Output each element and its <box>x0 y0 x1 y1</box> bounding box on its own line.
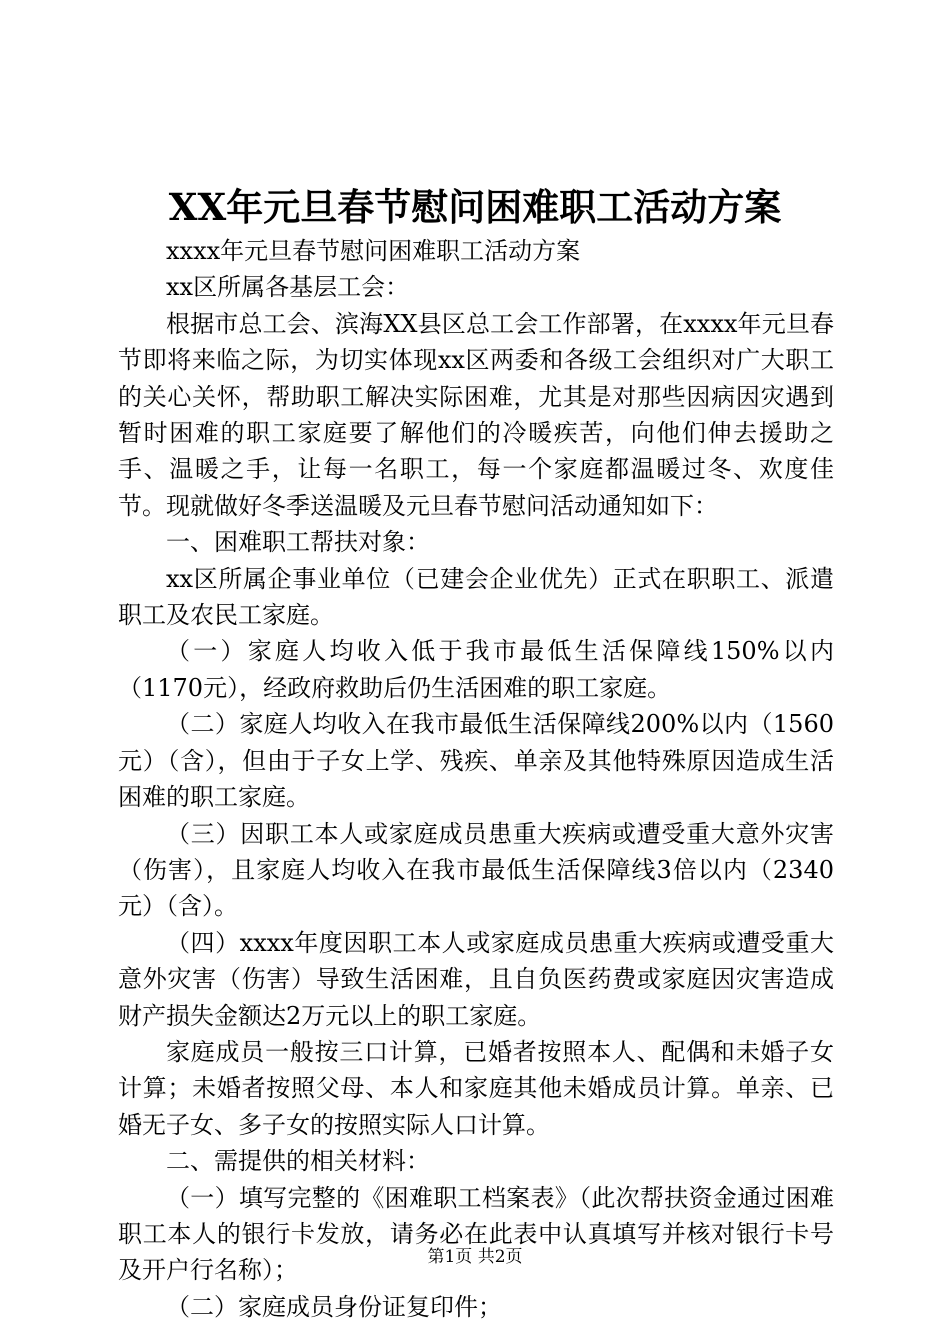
paragraph-material-2: （二）家庭成员身份证复印件； <box>166 1292 502 1321</box>
paragraph-item-2: （二）家庭人均收入在我市最低生活保障线200%以内（1560元）（含），但由于子女上学、残疾、单亲及其他特殊原因造成生活困难的职工家庭。 <box>118 710 834 812</box>
paragraph-material-1: （一）填写完整的《困难职工档案表》（此次帮扶资金通过困难职工本人的银行卡发放，请务必在此表中认真填写并核对银行卡号及开户行名称）； <box>118 1183 834 1285</box>
paragraph-intro: 根据市总工会、滨海XX县区总工会工作部署，在xxxx年元旦春节即将来临之际，为切实体现xx区两委和各级工会组织对广大职工的关心关怀，帮助职工解决实际困难，尤其是对那些因病因灾遇到暂时困难的职工家庭要了解他们的冷暖疾苦，向他们伸去援助之手、温暖之手，让每一名职工，每一个家庭都温暖过冬、欢度佳节。现就做好冬季送温暖及元旦春节慰问活动通知如下： <box>118 309 834 520</box>
paragraph-subtitle: xxxx年元旦春节慰问困难职工活动方案 <box>166 237 581 265</box>
document-title: XX年元旦春节慰问困难职工活动方案 <box>168 185 782 229</box>
page-footer: 第1页 共2页 <box>427 1247 523 1267</box>
paragraph-item-1: （一）家庭人均收入低于我市最低生活保障线150%以内（1170元），经政府救助后仍生活困难的职工家庭。 <box>118 637 834 702</box>
heading-section-2: 二、需提供的相关材料： <box>166 1147 430 1176</box>
paragraph-item-3: （三）因职工本人或家庭成员患重大疾病或遭受重大意外灾害（伤害），且家庭人均收入在我市最低生活保障线3倍以内（2340元）（含）。 <box>118 819 834 921</box>
paragraph-salutation: xx区所属各基层工会： <box>166 273 410 302</box>
paragraph-item-4: （四）xxxx年度因职工本人或家庭成员患重大疾病或遭受重大意外灾害（伤害）导致生活困难，且自负医药费或家庭因灾害造成财产损失金额达2万元以上的职工家庭。 <box>118 928 834 1030</box>
paragraph-family-members: 家庭成员一般按三口计算，已婚者按照本人、配偶和未婚子女计算；未婚者按照父母、本人和家庭其他未婚成员计算。单亲、已婚无子女、多子女的按照实际人口计算。 <box>118 1037 834 1139</box>
document-body <box>118 233 834 1325</box>
paragraph-target-scope: xx区所属企事业单位（已建会企业优先）正式在职职工、派遣职工及农民工家庭。 <box>118 564 834 630</box>
heading-section-1: 一、困难职工帮扶对象： <box>166 528 430 557</box>
